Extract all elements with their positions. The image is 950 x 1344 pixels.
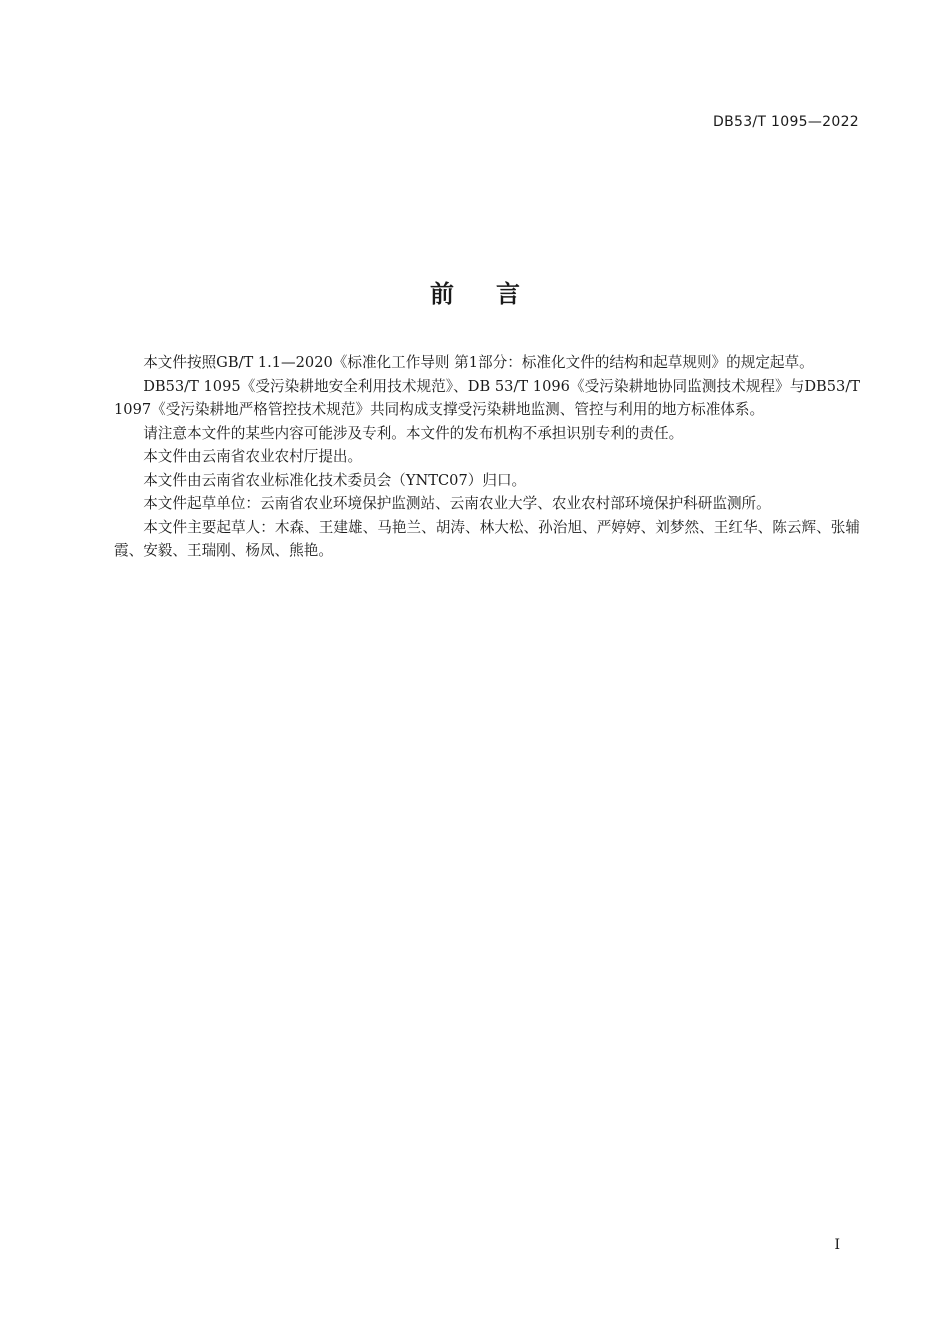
page-title: 前言 — [430, 280, 562, 308]
foreword-body — [114, 351, 860, 563]
paragraph-drafters: 本文件主要起草人：木森、王建雄、马艳兰、胡涛、林大松、孙治旭、严婷婷、刘梦然、王红华、陈云辉、张辅霞、安毅、王瑞刚、杨凤、熊艳。 — [114, 518, 860, 559]
page-number: I — [834, 1237, 840, 1253]
paragraph-drafting-rules: 本文件按照GB/T 1.1—2020《标准化工作导则 第1部分：标准化文件的结构和起草规则》的规定起草。 — [143, 354, 814, 371]
paragraph-proposer: 本文件由云南省农业农村厅提出。 — [143, 448, 363, 465]
document-code: DB53/T 1095—2022 — [713, 114, 859, 130]
paragraph-patent-notice: 请注意本文件的某些内容可能涉及专利。本文件的发布机构不承担识别专利的责任。 — [143, 424, 684, 442]
paragraph-standard-series: DB53/T 1095《受污染耕地安全利用技术规范》、DB 53/T 1096《受污染耕地协同监测技术规程》与DB53/T 1097《受污染耕地严格管控技术规范》共同构成支撑受污染耕地监测、管控与利用的地方标准体系。 — [114, 377, 860, 418]
paragraph-responsible-committee: 本文件由云南省农业标准化技术委员会（YNTC07）归口。 — [143, 471, 527, 489]
paragraph-drafting-units: 本文件起草单位：云南省农业环境保护监测站、云南农业大学、农业农村部环境保护科研监测所。 — [143, 495, 771, 512]
